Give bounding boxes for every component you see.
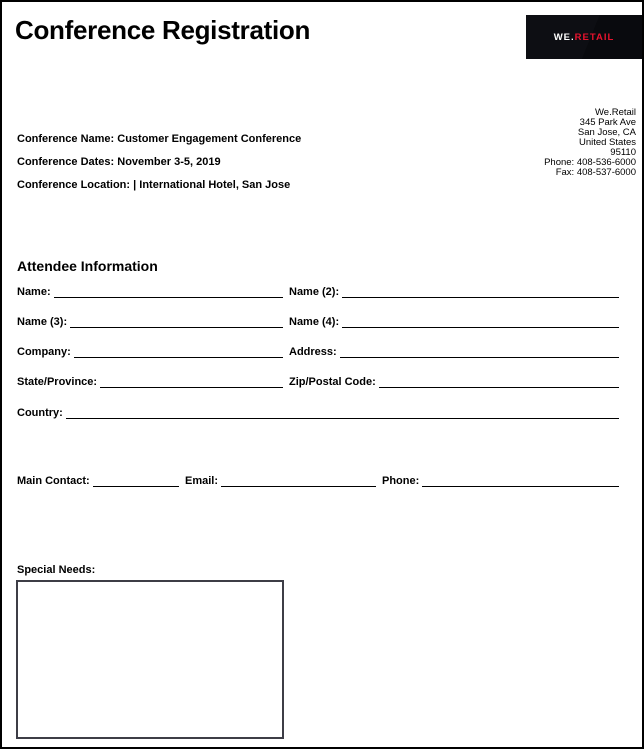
- name3-field-line[interactable]: [70, 315, 283, 328]
- state-province-field-line[interactable]: [100, 375, 283, 388]
- address-line-phone: Phone: 408-536-6000: [544, 157, 636, 168]
- address-line-zip: 95110: [610, 147, 636, 158]
- address-line-street: 345 Park Ave: [579, 117, 636, 128]
- special-needs-label: Special Needs:: [17, 564, 96, 576]
- address-line-fax: Fax: 408-537-6000: [555, 167, 636, 178]
- country-label: Country:: [17, 407, 63, 419]
- country-field-line[interactable]: [66, 406, 619, 419]
- address-label: Address:: [289, 346, 337, 358]
- logo-text-retail: RETAIL: [574, 31, 615, 43]
- attendee-information-heading: Attendee Information: [17, 258, 158, 274]
- zip-postal-code-field-line[interactable]: [379, 375, 619, 388]
- form-row-contact: [17, 474, 619, 487]
- address-field-line[interactable]: [340, 345, 619, 358]
- phone-field-line[interactable]: [422, 474, 619, 487]
- name4-label: Name (4):: [289, 316, 340, 328]
- email-label: Email:: [185, 475, 219, 487]
- form-row-name34: [17, 315, 619, 328]
- company-label: Company:: [17, 346, 71, 358]
- address-line-company: We.Retail: [594, 107, 636, 118]
- phone-label: Phone:: [382, 475, 420, 487]
- email-field-line[interactable]: [221, 474, 376, 487]
- company-address-block: [544, 108, 636, 178]
- main-contact-field-line[interactable]: [93, 474, 179, 487]
- conference-dates-line: Conference Dates: November 3-5, 2019: [17, 156, 221, 168]
- page-title: Conference Registration: [15, 15, 311, 45]
- state-province-label: State/Province:: [17, 376, 98, 388]
- address-line-country: United States: [578, 137, 636, 148]
- form-row-state-zip: [17, 375, 619, 388]
- name4-field-line[interactable]: [342, 315, 619, 328]
- we-retail-logo: [526, 15, 642, 59]
- form-row-country: [17, 406, 619, 419]
- form-row-name: [17, 285, 619, 298]
- zip-postal-code-label: Zip/Postal Code:: [289, 376, 376, 388]
- name2-field-line[interactable]: [342, 285, 619, 298]
- main-contact-label: Main Contact:: [17, 475, 90, 487]
- name-field-line[interactable]: [54, 285, 283, 298]
- company-field-line[interactable]: [74, 345, 283, 358]
- conference-name-line: Conference Name: Customer Engagement Conference: [17, 133, 302, 145]
- name3-label: Name (3):: [17, 316, 68, 328]
- conference-location-line: Conference Location: | International Hotel, San Jose: [17, 179, 291, 191]
- logo-text-we: WE.: [553, 31, 575, 43]
- name2-label: Name (2):: [289, 286, 340, 298]
- form-row-company-address: [17, 345, 619, 358]
- address-line-city: San Jose, CA: [577, 127, 636, 138]
- name-label: Name:: [17, 286, 51, 298]
- special-needs-textarea[interactable]: [16, 580, 284, 739]
